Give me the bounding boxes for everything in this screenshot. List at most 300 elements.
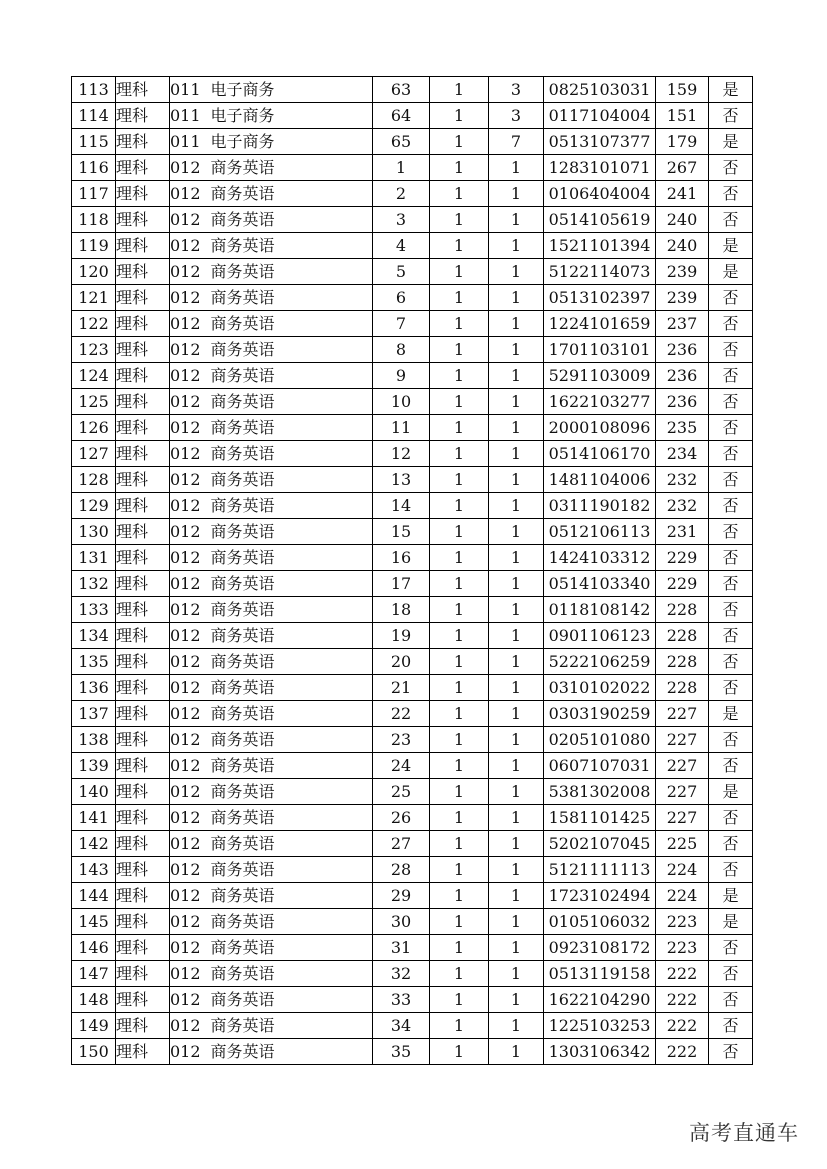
major-name: 商务英语	[210, 574, 275, 593]
subject-cell: 理科	[116, 233, 170, 259]
major-cell	[170, 727, 373, 753]
major-name: 电子商务	[210, 80, 275, 99]
major-code: 012	[170, 236, 201, 255]
score-cell: 232	[656, 467, 709, 493]
row-number-cell: 123	[72, 337, 116, 363]
major-name: 商务英语	[210, 1042, 275, 1061]
subject-cell: 理科	[116, 701, 170, 727]
rank-cell: 65	[373, 129, 430, 155]
flag-cell: 是	[709, 779, 753, 805]
major-cell	[170, 987, 373, 1013]
row-number-cell: 146	[72, 935, 116, 961]
row-number-cell: 115	[72, 129, 116, 155]
major-code: 011	[170, 80, 201, 99]
exam-id-cell: 0514106170	[544, 441, 656, 467]
plan-cell: 1	[430, 909, 489, 935]
subject-cell: 理科	[116, 337, 170, 363]
table-row	[72, 857, 753, 883]
row-number-cell: 130	[72, 519, 116, 545]
plan-cell: 1	[430, 155, 489, 181]
major-code: 012	[170, 158, 201, 177]
plan-cell: 1	[430, 701, 489, 727]
major-cell	[170, 753, 373, 779]
score-cell: 236	[656, 389, 709, 415]
order-cell: 3	[489, 103, 544, 129]
row-number-cell: 120	[72, 259, 116, 285]
major-cell	[170, 909, 373, 935]
major-name: 商务英语	[210, 470, 275, 489]
order-cell: 3	[489, 77, 544, 103]
exam-id-cell: 5202107045	[544, 831, 656, 857]
order-cell: 1	[489, 935, 544, 961]
subject-cell: 理科	[116, 415, 170, 441]
plan-cell: 1	[430, 233, 489, 259]
rank-cell: 14	[373, 493, 430, 519]
table-row	[72, 181, 753, 207]
subject-cell: 理科	[116, 363, 170, 389]
plan-cell: 1	[430, 649, 489, 675]
major-name: 商务英语	[210, 522, 275, 541]
major-cell	[170, 129, 373, 155]
major-name: 商务英语	[210, 262, 275, 281]
flag-cell: 是	[709, 129, 753, 155]
score-cell: 223	[656, 935, 709, 961]
major-cell	[170, 623, 373, 649]
exam-id-cell: 0901106123	[544, 623, 656, 649]
score-cell: 159	[656, 77, 709, 103]
table-row	[72, 415, 753, 441]
table-row	[72, 519, 753, 545]
score-cell: 222	[656, 987, 709, 1013]
exam-id-cell: 5121111113	[544, 857, 656, 883]
score-cell: 223	[656, 909, 709, 935]
subject-cell: 理科	[116, 77, 170, 103]
rank-cell: 20	[373, 649, 430, 675]
major-cell	[170, 493, 373, 519]
major-cell	[170, 103, 373, 129]
score-cell: 228	[656, 675, 709, 701]
major-code: 012	[170, 912, 201, 931]
subject-cell: 理科	[116, 129, 170, 155]
plan-cell: 1	[430, 857, 489, 883]
subject-cell: 理科	[116, 181, 170, 207]
score-cell: 228	[656, 597, 709, 623]
major-cell	[170, 805, 373, 831]
plan-cell: 1	[430, 675, 489, 701]
flag-cell: 否	[709, 571, 753, 597]
plan-cell: 1	[430, 545, 489, 571]
order-cell: 7	[489, 129, 544, 155]
row-number-cell: 121	[72, 285, 116, 311]
row-number-cell: 148	[72, 987, 116, 1013]
row-number-cell: 119	[72, 233, 116, 259]
major-code: 012	[170, 600, 201, 619]
score-cell: 224	[656, 857, 709, 883]
subject-cell: 理科	[116, 623, 170, 649]
flag-cell: 否	[709, 831, 753, 857]
rank-cell: 5	[373, 259, 430, 285]
major-cell	[170, 1013, 373, 1039]
exam-id-cell: 5122114073	[544, 259, 656, 285]
subject-cell: 理科	[116, 831, 170, 857]
order-cell: 1	[489, 701, 544, 727]
rank-cell: 7	[373, 311, 430, 337]
rank-cell: 31	[373, 935, 430, 961]
rank-cell: 12	[373, 441, 430, 467]
rank-cell: 11	[373, 415, 430, 441]
order-cell: 1	[489, 519, 544, 545]
major-cell	[170, 467, 373, 493]
table-row	[72, 597, 753, 623]
order-cell: 1	[489, 727, 544, 753]
major-name: 商务英语	[210, 808, 275, 827]
major-code: 012	[170, 1016, 201, 1035]
major-name: 商务英语	[210, 418, 275, 437]
score-cell: 225	[656, 831, 709, 857]
flag-cell: 否	[709, 675, 753, 701]
exam-id-cell: 0117104004	[544, 103, 656, 129]
plan-cell: 1	[430, 311, 489, 337]
row-number-cell: 118	[72, 207, 116, 233]
exam-id-cell: 0205101080	[544, 727, 656, 753]
exam-id-cell: 1622104290	[544, 987, 656, 1013]
score-cell: 227	[656, 727, 709, 753]
table-row	[72, 727, 753, 753]
order-cell: 1	[489, 155, 544, 181]
major-code: 012	[170, 262, 201, 281]
order-cell: 1	[489, 415, 544, 441]
major-name: 商务英语	[210, 1016, 275, 1035]
subject-cell: 理科	[116, 805, 170, 831]
plan-cell: 1	[430, 129, 489, 155]
major-name: 商务英语	[210, 184, 275, 203]
rank-cell: 35	[373, 1039, 430, 1065]
major-cell	[170, 181, 373, 207]
score-cell: 227	[656, 805, 709, 831]
exam-id-cell: 0303190259	[544, 701, 656, 727]
plan-cell: 1	[430, 103, 489, 129]
flag-cell: 是	[709, 77, 753, 103]
major-code: 012	[170, 496, 201, 515]
major-code: 012	[170, 444, 201, 463]
rank-cell: 29	[373, 883, 430, 909]
rank-cell: 15	[373, 519, 430, 545]
score-cell: 228	[656, 649, 709, 675]
row-number-cell: 150	[72, 1039, 116, 1065]
score-cell: 222	[656, 961, 709, 987]
flag-cell: 否	[709, 103, 753, 129]
flag-cell: 否	[709, 181, 753, 207]
score-cell: 232	[656, 493, 709, 519]
exam-id-cell: 1481104006	[544, 467, 656, 493]
rank-cell: 2	[373, 181, 430, 207]
table-row	[72, 103, 753, 129]
flag-cell: 否	[709, 207, 753, 233]
subject-cell: 理科	[116, 207, 170, 233]
row-number-cell: 135	[72, 649, 116, 675]
subject-cell: 理科	[116, 467, 170, 493]
exam-id-cell: 2000108096	[544, 415, 656, 441]
exam-id-cell: 0825103031	[544, 77, 656, 103]
table-row	[72, 675, 753, 701]
major-name: 电子商务	[210, 132, 275, 151]
row-number-cell: 131	[72, 545, 116, 571]
row-number-cell: 134	[72, 623, 116, 649]
order-cell: 1	[489, 753, 544, 779]
flag-cell: 是	[709, 259, 753, 285]
score-cell: 236	[656, 363, 709, 389]
subject-cell: 理科	[116, 909, 170, 935]
exam-id-cell: 1303106342	[544, 1039, 656, 1065]
table-row	[72, 467, 753, 493]
major-cell	[170, 415, 373, 441]
exam-id-cell: 0514103340	[544, 571, 656, 597]
row-number-cell: 137	[72, 701, 116, 727]
subject-cell: 理科	[116, 441, 170, 467]
order-cell: 1	[489, 311, 544, 337]
major-name: 商务英语	[210, 782, 275, 801]
row-number-cell: 143	[72, 857, 116, 883]
major-code: 012	[170, 886, 201, 905]
major-cell	[170, 961, 373, 987]
subject-cell: 理科	[116, 1039, 170, 1065]
flag-cell: 否	[709, 467, 753, 493]
plan-cell: 1	[430, 1013, 489, 1039]
flag-cell: 否	[709, 337, 753, 363]
row-number-cell: 126	[72, 415, 116, 441]
major-name: 商务英语	[210, 860, 275, 879]
major-code: 012	[170, 938, 201, 957]
major-code: 012	[170, 652, 201, 671]
row-number-cell: 138	[72, 727, 116, 753]
exam-id-cell: 1701103101	[544, 337, 656, 363]
major-cell	[170, 363, 373, 389]
exam-id-cell: 0118108142	[544, 597, 656, 623]
subject-cell: 理科	[116, 753, 170, 779]
plan-cell: 1	[430, 363, 489, 389]
subject-cell: 理科	[116, 883, 170, 909]
flag-cell: 否	[709, 961, 753, 987]
table-row	[72, 987, 753, 1013]
major-name: 商务英语	[210, 314, 275, 333]
flag-cell: 是	[709, 701, 753, 727]
subject-cell: 理科	[116, 727, 170, 753]
plan-cell: 1	[430, 285, 489, 311]
major-cell	[170, 701, 373, 727]
plan-cell: 1	[430, 779, 489, 805]
flag-cell: 否	[709, 493, 753, 519]
flag-cell: 否	[709, 935, 753, 961]
major-code: 012	[170, 314, 201, 333]
rank-cell: 13	[373, 467, 430, 493]
row-number-cell: 133	[72, 597, 116, 623]
row-number-cell: 117	[72, 181, 116, 207]
order-cell: 1	[489, 831, 544, 857]
order-cell: 1	[489, 779, 544, 805]
rank-cell: 23	[373, 727, 430, 753]
major-code: 012	[170, 730, 201, 749]
major-cell	[170, 675, 373, 701]
exam-id-cell: 5222106259	[544, 649, 656, 675]
subject-cell: 理科	[116, 103, 170, 129]
exam-id-cell: 0106404004	[544, 181, 656, 207]
plan-cell: 1	[430, 935, 489, 961]
table-row	[72, 779, 753, 805]
plan-cell: 1	[430, 337, 489, 363]
table-row	[72, 883, 753, 909]
flag-cell: 是	[709, 909, 753, 935]
plan-cell: 1	[430, 987, 489, 1013]
major-code: 012	[170, 184, 201, 203]
major-name: 商务英语	[210, 548, 275, 567]
flag-cell: 否	[709, 857, 753, 883]
exam-id-cell: 0311190182	[544, 493, 656, 519]
subject-cell: 理科	[116, 987, 170, 1013]
major-cell	[170, 545, 373, 571]
row-number-cell: 127	[72, 441, 116, 467]
subject-cell: 理科	[116, 857, 170, 883]
rank-cell: 22	[373, 701, 430, 727]
major-code: 012	[170, 1042, 201, 1061]
major-code: 011	[170, 106, 201, 125]
order-cell: 1	[489, 805, 544, 831]
major-name: 商务英语	[210, 600, 275, 619]
major-cell	[170, 337, 373, 363]
major-name: 商务英语	[210, 288, 275, 307]
rank-cell: 27	[373, 831, 430, 857]
exam-id-cell: 1225103253	[544, 1013, 656, 1039]
major-code: 012	[170, 834, 201, 853]
subject-cell: 理科	[116, 311, 170, 337]
rank-cell: 30	[373, 909, 430, 935]
row-number-cell: 140	[72, 779, 116, 805]
subject-cell: 理科	[116, 1013, 170, 1039]
rank-cell: 32	[373, 961, 430, 987]
major-cell	[170, 285, 373, 311]
major-code: 012	[170, 678, 201, 697]
table-row	[72, 207, 753, 233]
score-cell: 267	[656, 155, 709, 181]
subject-cell: 理科	[116, 259, 170, 285]
major-cell	[170, 155, 373, 181]
major-code: 012	[170, 522, 201, 541]
order-cell: 1	[489, 649, 544, 675]
major-code: 012	[170, 756, 201, 775]
rank-cell: 25	[373, 779, 430, 805]
major-name: 商务英语	[210, 704, 275, 723]
table-row	[72, 753, 753, 779]
table-row	[72, 259, 753, 285]
major-code: 012	[170, 990, 201, 1009]
plan-cell: 1	[430, 831, 489, 857]
subject-cell: 理科	[116, 649, 170, 675]
major-cell	[170, 649, 373, 675]
table-row	[72, 701, 753, 727]
table-row	[72, 363, 753, 389]
score-cell: 227	[656, 779, 709, 805]
score-cell: 224	[656, 883, 709, 909]
order-cell: 1	[489, 493, 544, 519]
flag-cell: 是	[709, 883, 753, 909]
row-number-cell: 125	[72, 389, 116, 415]
order-cell: 1	[489, 909, 544, 935]
subject-cell: 理科	[116, 675, 170, 701]
major-name: 商务英语	[210, 886, 275, 905]
major-cell	[170, 779, 373, 805]
major-code: 012	[170, 964, 201, 983]
order-cell: 1	[489, 259, 544, 285]
row-number-cell: 129	[72, 493, 116, 519]
major-cell	[170, 857, 373, 883]
plan-cell: 1	[430, 623, 489, 649]
score-cell: 179	[656, 129, 709, 155]
order-cell: 1	[489, 883, 544, 909]
table-row	[72, 285, 753, 311]
flag-cell: 否	[709, 987, 753, 1013]
score-cell: 240	[656, 207, 709, 233]
order-cell: 1	[489, 987, 544, 1013]
order-cell: 1	[489, 467, 544, 493]
exam-id-cell: 0513102397	[544, 285, 656, 311]
score-cell: 234	[656, 441, 709, 467]
major-name: 商务英语	[210, 236, 275, 255]
major-name: 商务英语	[210, 652, 275, 671]
plan-cell: 1	[430, 753, 489, 779]
exam-id-cell: 0514105619	[544, 207, 656, 233]
flag-cell: 否	[709, 649, 753, 675]
rank-cell: 3	[373, 207, 430, 233]
rank-cell: 21	[373, 675, 430, 701]
order-cell: 1	[489, 597, 544, 623]
flag-cell: 否	[709, 363, 753, 389]
major-code: 012	[170, 288, 201, 307]
order-cell: 1	[489, 389, 544, 415]
row-number-cell: 147	[72, 961, 116, 987]
major-code: 012	[170, 860, 201, 879]
major-code: 012	[170, 808, 201, 827]
major-code: 012	[170, 574, 201, 593]
subject-cell: 理科	[116, 597, 170, 623]
score-cell: 237	[656, 311, 709, 337]
order-cell: 1	[489, 233, 544, 259]
table-row	[72, 337, 753, 363]
plan-cell: 1	[430, 77, 489, 103]
flag-cell: 否	[709, 623, 753, 649]
rank-cell: 24	[373, 753, 430, 779]
rank-cell: 4	[373, 233, 430, 259]
flag-cell: 否	[709, 389, 753, 415]
score-cell: 229	[656, 545, 709, 571]
subject-cell: 理科	[116, 155, 170, 181]
exam-id-cell: 5291103009	[544, 363, 656, 389]
table-row	[72, 831, 753, 857]
plan-cell: 1	[430, 805, 489, 831]
table-row	[72, 1013, 753, 1039]
major-name: 商务英语	[210, 366, 275, 385]
exam-id-cell: 0607107031	[544, 753, 656, 779]
major-name: 电子商务	[210, 106, 275, 125]
rank-cell: 8	[373, 337, 430, 363]
table-row	[72, 311, 753, 337]
row-number-cell: 128	[72, 467, 116, 493]
table-row	[72, 805, 753, 831]
exam-id-cell: 1521101394	[544, 233, 656, 259]
exam-id-cell: 0105106032	[544, 909, 656, 935]
major-code: 012	[170, 418, 201, 437]
exam-id-cell: 1224101659	[544, 311, 656, 337]
row-number-cell: 145	[72, 909, 116, 935]
score-cell: 151	[656, 103, 709, 129]
